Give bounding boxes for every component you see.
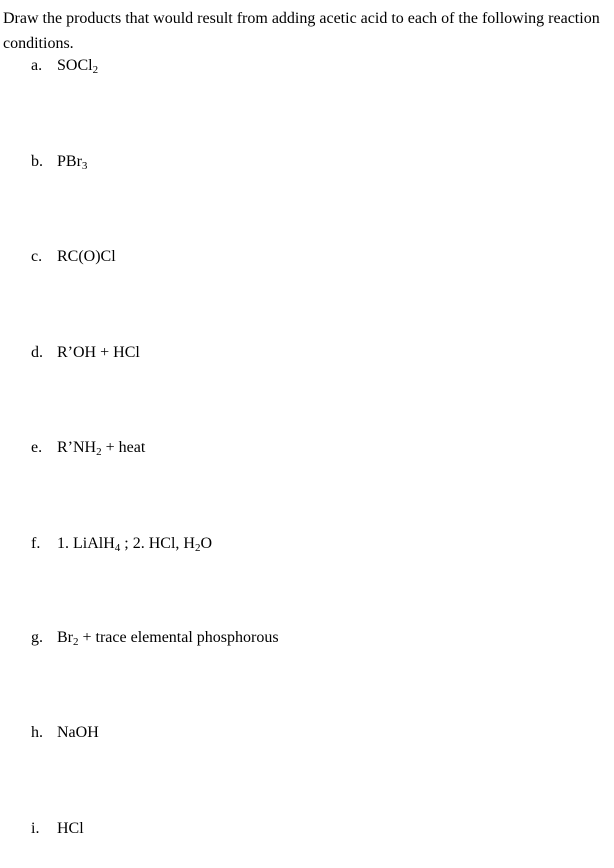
list-item-b — [31, 152, 87, 172]
item-letter: f. — [31, 535, 41, 552]
item-reagent: $R’NH_2$ + heat — [57, 439, 146, 458]
list-item-h — [31, 723, 99, 743]
item-letter: a. — [31, 57, 43, 74]
item-letter: b. — [31, 153, 43, 170]
item-reagent: HCl — [57, 820, 84, 837]
list-item-e — [31, 438, 145, 458]
item-letter: h. — [31, 724, 43, 741]
list-item-d — [31, 343, 140, 363]
item-reagent: RC(O)Cl — [57, 248, 116, 265]
item-letter: g. — [31, 629, 43, 646]
item-reagent: PBr$_3$ — [57, 153, 88, 172]
list-item-c — [31, 247, 116, 267]
item-letter: e. — [31, 439, 43, 456]
list-item-a — [31, 56, 98, 76]
item-reagent: $Br_2$ + trace elemental phosphorous — [57, 629, 279, 648]
item-reagent: 1. LiAlH$_4$ ; 2. HCl, $H_2O$ — [57, 535, 213, 554]
item-letter: c. — [31, 248, 43, 265]
list-item-i — [31, 819, 84, 839]
question-prompt: Draw the products that would result from adding acetic acid to each of the following reaction conditions. — [3, 10, 600, 52]
item-letter: i. — [31, 820, 40, 837]
item-reagent: NaOH — [57, 724, 99, 741]
list-item-g — [31, 628, 279, 648]
list-item-f — [31, 534, 212, 554]
item-reagent: R’OH + HCl — [57, 344, 140, 361]
item-letter: d. — [31, 344, 43, 361]
item-reagent: SOCl$_2$ — [57, 57, 99, 76]
